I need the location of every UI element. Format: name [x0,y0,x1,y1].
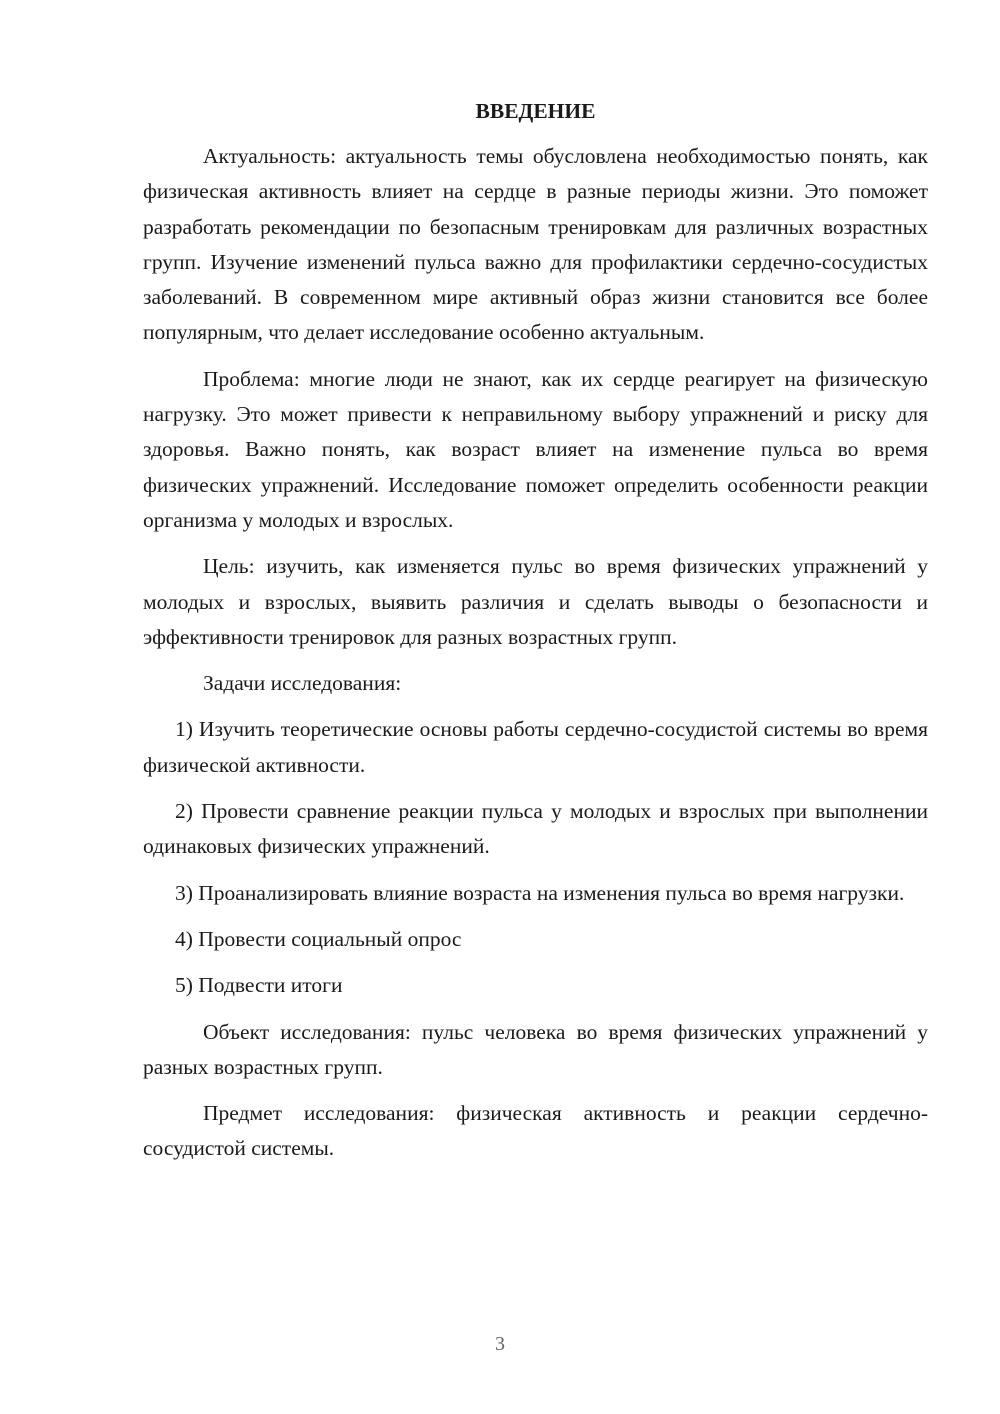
paragraph-problem: Проблема: многие люди не знают, как их сердце реагирует на физическую нагрузку. Это может привести к неправильному выбору упражнений и риску для здоровья. Важно понять, как возраст влияет на изменение пульса во время физических упражнений. Исследование поможет определить особенности реакции организма у молодых и взрослых. [143,366,928,532]
paragraph-object: Объект исследования: пульс человека во время физических упражнений у разных возрастных групп. [143,1019,928,1079]
tasks-heading: Задачи исследования: [203,671,402,696]
paragraph-goal: Цель: изучить, как изменяется пульс во время физических упражнений у молодых и взрослых, выявить различия и сделать выводы о безопасности и эффективности тренировок для разных возрастных групп. [143,554,928,649]
paragraph-relevance: Актуальность: актуальность темы обусловлена необходимостью понять, как физическая активность влияет на сердце в разные периоды жизни. Это поможет разработать рекомендации по безопасным тренировкам для различных возрастных групп. Изучение изменений пульса важно для профилактики сердечно-сосудистых заболеваний. В современном мире активный образ жизни становится все более популярным, что делает исследование особенно актуальным. [143,144,928,345]
task-item-5: 5) Подвести итоги [175,973,343,998]
task-item-2: 2) Провести сравнение реакции пульса у молодых и взрослых при выполнении одинаковых физических упражнений. [143,799,928,859]
task-item-4: 4) Провести социальный опрос [175,926,462,951]
task-item-3: 3) Проанализировать влияние возраста на изменения пульса во время нагрузки. [175,880,905,905]
task-item-1: 1) Изучить теоретические основы работы сердечно-сосудистой системы во время физической активности. [143,717,928,777]
document-page [143,96,928,1178]
page-number: 3 [495,1333,505,1355]
section-title: ВВЕДЕНИЕ [475,99,596,123]
paragraph-subject: Предмет исследования: физическая активность и реакции сердечно-сосудистой системы. [143,1101,928,1161]
